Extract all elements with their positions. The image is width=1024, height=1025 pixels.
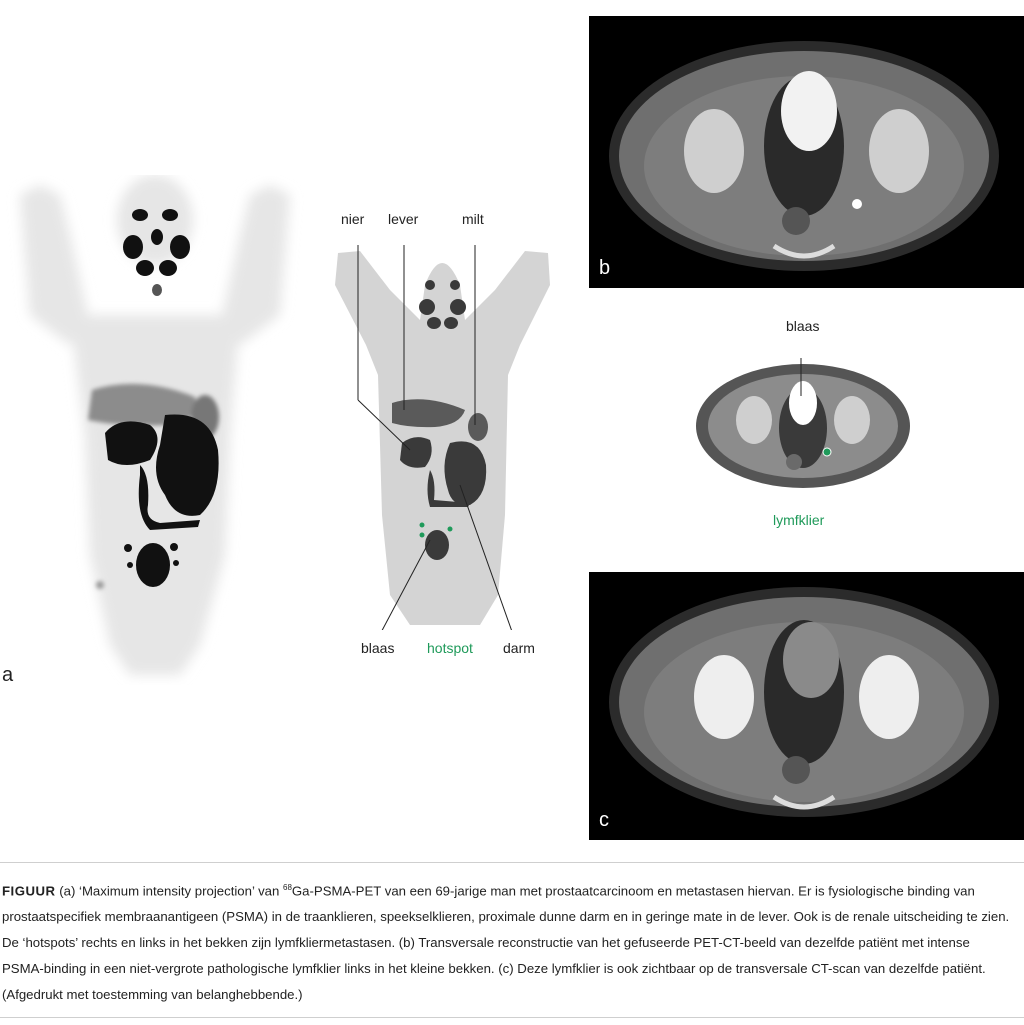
ct-label-blaas: blaas xyxy=(786,318,820,334)
ct-panel-c xyxy=(589,572,1024,840)
ct-image xyxy=(589,572,1024,840)
caption-text-2: Ga-PSMA-PET van een 69-jarige man met prostaatcarcinoom en metastasen hiervan. Er is fysiologische binding van prostaatspecifiek membraanantigeen (PSMA) in de traanklieren, speekselklieren, proximale dunne darm en in geringe mate in de lever. Ook is de renale uitscheiding te zien. De ‘hotspots’ rechts en links in het bekken zijn lymfkliermetastasen. (b) Transversale reconstructie van het gefuseerde PET-CT-beeld van dezelfde patiënt met intense PSMA-binding in een niet-vergrote pathologische lymfklier links in het kleine bekken. (c) Deze lymfklier is ook zichtbaar op de transversale CT-scan van dezelfde patiënt. (Afgedrukt met toestemming van belanghebbende.) xyxy=(2,883,1010,1003)
label-hotspot: hotspot xyxy=(427,640,473,656)
label-darm: darm xyxy=(503,640,535,656)
caption-heading: FIGUUR xyxy=(2,883,56,899)
label-lever: lever xyxy=(388,211,419,227)
body-schematic xyxy=(330,245,555,630)
caption-text-1: (a) ‘Maximum intensity projection’ van xyxy=(55,883,284,899)
pet-mip-image xyxy=(0,175,310,685)
panel-b-label: b xyxy=(599,257,611,279)
ct-schematic xyxy=(694,358,912,493)
caption-superscript: 68 xyxy=(283,883,292,892)
label-nier: nier xyxy=(341,211,365,227)
panel-a-label: a xyxy=(2,664,14,686)
label-milt: milt xyxy=(462,211,484,227)
panel-c-label: c xyxy=(599,809,609,831)
ct-label-lymfklier: lymfklier xyxy=(773,512,825,528)
pet-ct-image xyxy=(589,16,1024,288)
pet-ct-panel-b xyxy=(589,16,1024,288)
label-blaas: blaas xyxy=(361,640,395,656)
figure-caption xyxy=(0,862,1024,1018)
